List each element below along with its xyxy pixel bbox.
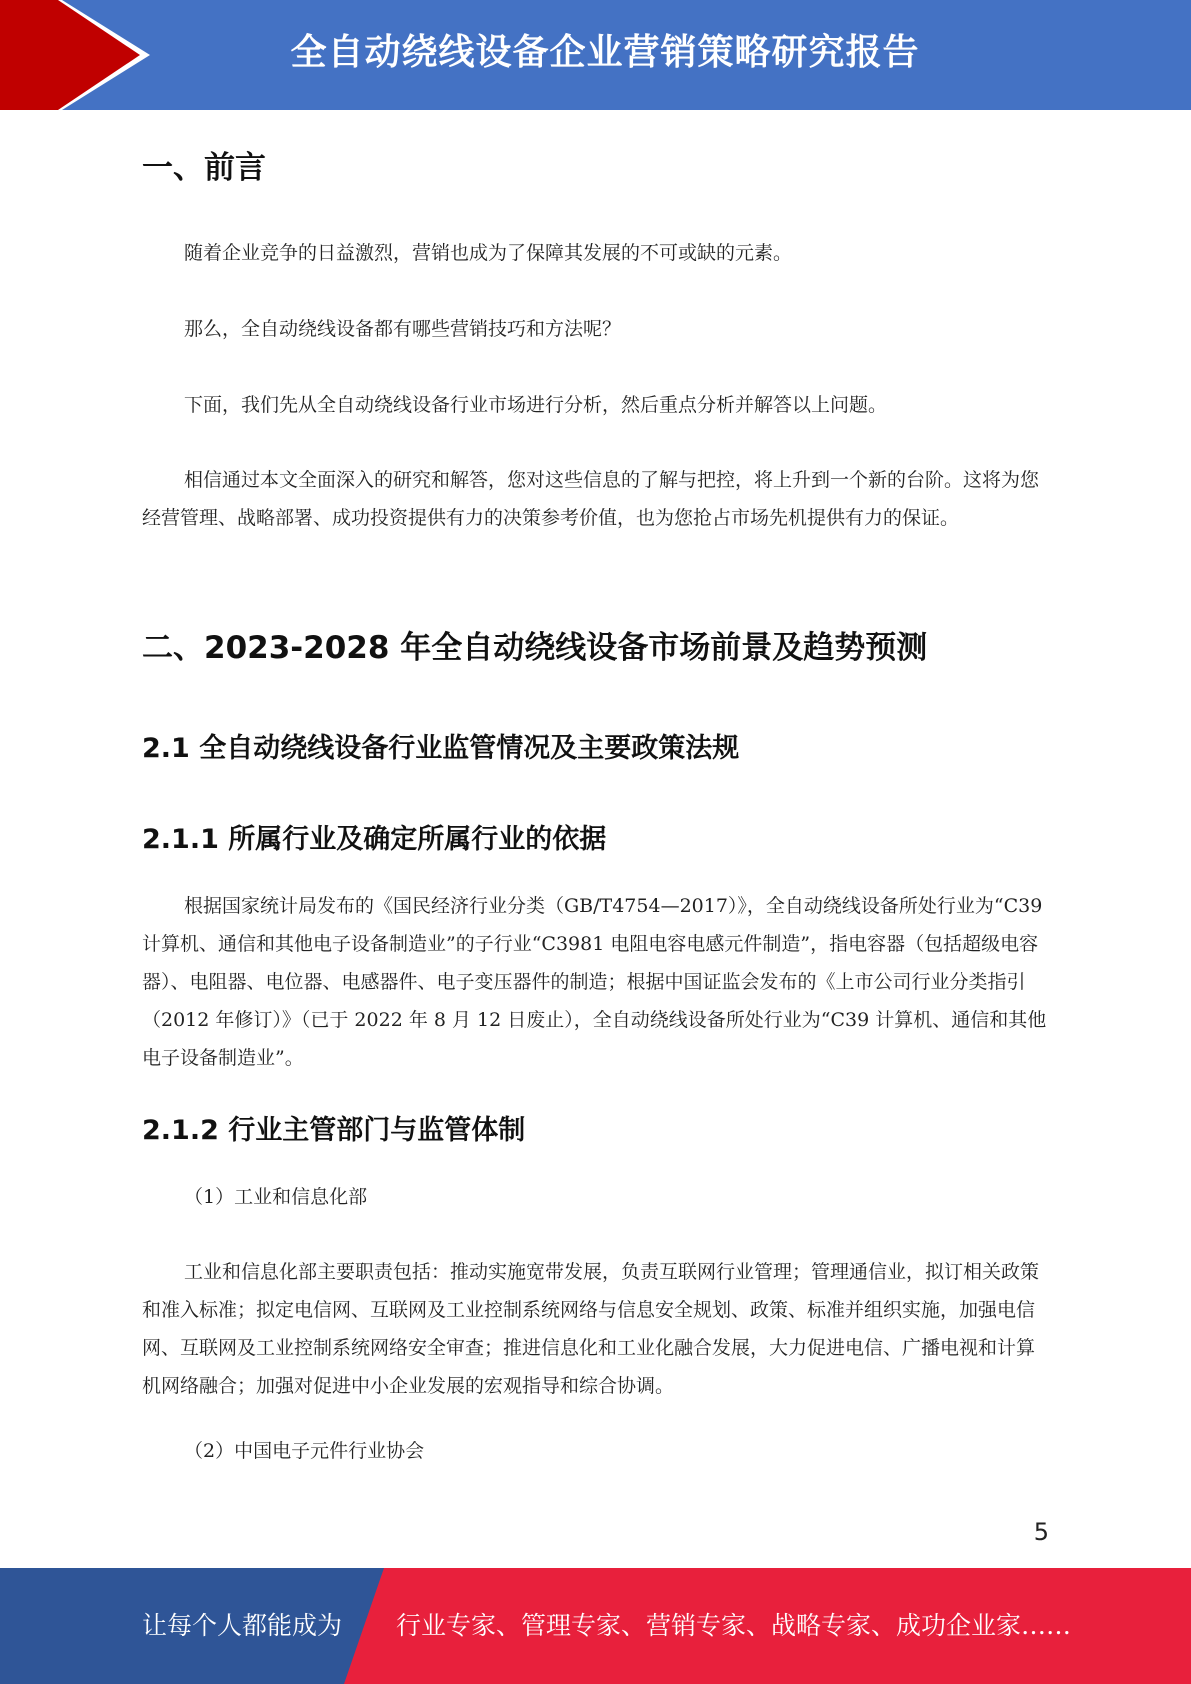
subsection-heading-authority: 2.1.2 行业主管部门与监管体制 <box>142 1115 526 1146</box>
footer-slogan-left: 让每个人都能成为 <box>142 1611 343 1640</box>
paragraph: 那么，全自动绕线设备都有哪些营销技巧和方法呢？ <box>184 318 622 340</box>
report-title: 全自动绕线设备企业营销策略研究报告 <box>290 32 920 73</box>
paragraph: 下面，我们先从全自动绕线设备行业市场进行分析，然后重点分析并解答以上问题。 <box>184 394 888 416</box>
subsection-heading-regulation: 2.1 全自动绕线设备行业监管情况及主要政策法规 <box>142 733 740 764</box>
page-number: 5 <box>1033 1518 1049 1546</box>
header-banner <box>0 0 1191 110</box>
section-heading-forecast: 二、2023-2028 年全自动绕线设备市场前景及趋势预测 <box>142 630 928 666</box>
section-heading-preface: 一、前言 <box>142 150 266 186</box>
paragraph: 工业和信息化部主要职责包括：推动实施宽带发展，负责互联网行业管理；管理通信业，拟订相关政策和准入标准；拟定电信网、互联网及工业控制系统网络与信息安全规划、政策、标准并组织实施，加强电信网、互联网及工业控制系统网络安全审查；推进信息化和工业化融合发展，大力促进电信、广播电视和计算机网络融合；加强对促进中小企业发展的宏观指导和综合协调。 <box>142 1261 1040 1397</box>
footer-slogan-right: 行业专家、管理专家、营销专家、战略专家、成功企业家…… <box>396 1611 1072 1640</box>
footer-banner <box>0 1568 1191 1684</box>
list-item: （1）工业和信息化部 <box>184 1186 368 1208</box>
paragraph: 随着企业竞争的日益激烈，营销也成为了保障其发展的不可或缺的元素。 <box>184 242 793 264</box>
paragraph: 根据国家统计局发布的《国民经济行业分类（GB/T4754—2017）》，全自动绕线设备所处行业为“C39 计算机、通信和其他电子设备制造业”的子行业“C3981 电阻电容电感元件制造”，指电容器（包括超级电容器）、电阻器、电位器、电感器件、电子变压器件的制造；根据中国证监会发布的《上市公司行业分类指引（2012 年修订）》（已于 2022 年 8 月 12 日废止），全自动绕线设备所处行业为“C39 计算机、通信和其他电子设备制造业”。 <box>142 895 1047 1069</box>
paragraph: 相信通过本文全面深入的研究和解答，您对这些信息的了解与把控，将上升到一个新的台阶。这将为您经营管理、战略部署、成功投资提供有力的决策参考价值，也为您抢占市场先机提供有力的保证。 <box>142 469 1040 529</box>
subsection-heading-industry-basis: 2.1.1 所属行业及确定所属行业的依据 <box>142 824 607 855</box>
list-item: （2）中国电子元件行业协会 <box>184 1440 425 1462</box>
